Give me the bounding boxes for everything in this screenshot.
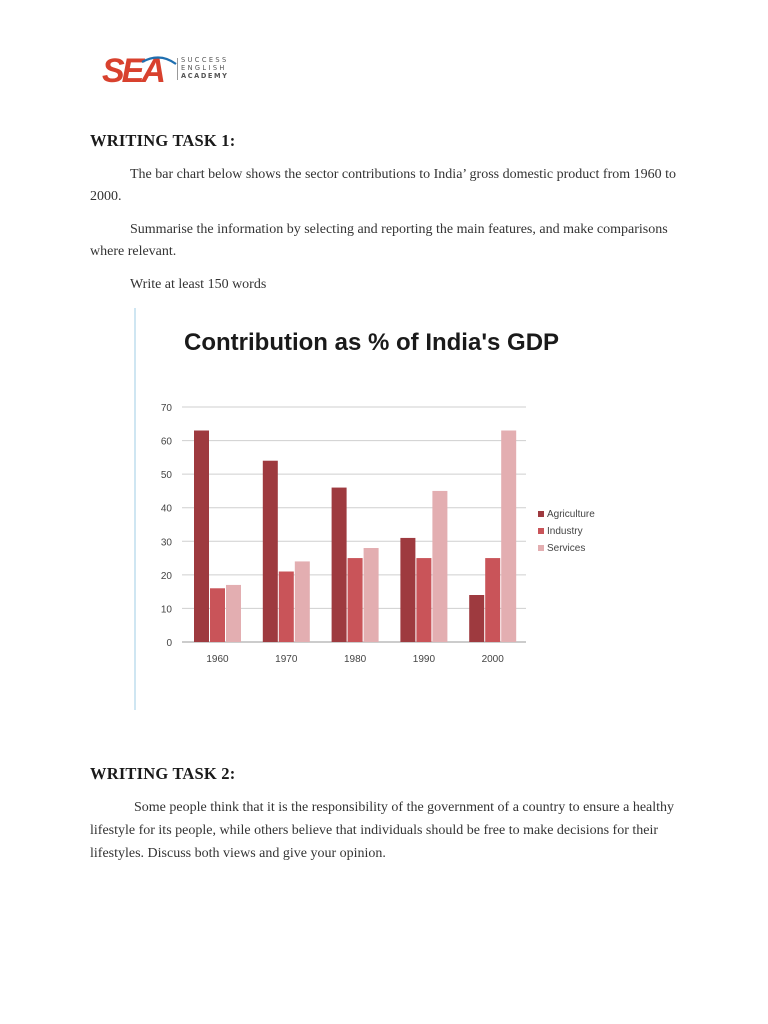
x-tick-label: 1990 [412,654,436,665]
bar-industry-2000 [485,558,500,642]
y-tick-label: 70 [160,403,172,414]
bar-industry-1970 [279,572,294,643]
task1-paragraph-3 [90,274,690,296]
y-tick-label: 10 [160,604,172,616]
logo-line-3: ACADEMY [181,72,229,81]
bar-services-1960 [226,585,241,642]
logo-mark-text: SEA [102,52,163,88]
task1-paragraph-1 [90,164,690,208]
task2-paragraph-1-text: Some people think that it is the responsibility of the government of a country to ensure a healthy lifestyle for its people, while others believe that individuals should be free to make decisions for their lifestyles. Discuss both views and give your opinion. [90,800,675,861]
bar-services-2000 [501,431,516,643]
y-tick-label: 60 [160,436,172,448]
bar-agriculture-1970 [263,461,278,642]
y-tick-label: 20 [160,570,172,582]
bar-industry-1980 [348,558,363,642]
legend-label-industry: Industry [547,526,583,537]
task2-paragraph-1 [90,796,690,865]
bar-agriculture-1990 [400,538,415,642]
logo-divider [177,58,178,80]
bar-services-1990 [432,491,447,642]
x-tick-label: 2000 [481,654,504,665]
y-tick-label: 30 [160,537,172,549]
chart-bars [194,431,516,643]
x-tick-label: 1960 [206,654,229,665]
y-tick-label: 0 [166,638,172,649]
task1-paragraph-3-text: Write at least 150 words [130,277,267,292]
x-tick-label: 1970 [275,654,298,665]
gdp-bar-chart [140,312,620,682]
task1-paragraph-2 [90,219,690,263]
legend-swatch-agriculture [538,511,544,517]
legend-label-services: Services [547,543,586,554]
legend-label-agriculture: Agriculture [547,509,595,520]
logo-wordmark [181,56,229,81]
task2-heading: WRITING TASK 2: [90,764,236,783]
task1-paragraph-2-text: Summarise the information by selecting and reporting the main features, and make comparisons where relevant. [90,222,668,259]
x-tick-label: 1980 [343,654,367,665]
task1-paragraph-1-text: The bar chart below shows the sector contributions to India’ gross domestic product from 1960 to 2000. [90,167,677,204]
bar-agriculture-1960 [194,431,209,643]
academy-logo [102,52,242,88]
logo-line-2: ENGLISH [181,64,227,73]
chart-svg [140,312,620,682]
chart-border-rule [134,308,136,710]
bar-industry-1960 [210,588,225,642]
legend-swatch-industry [538,528,544,534]
bar-industry-1990 [416,558,431,642]
y-tick-label: 40 [160,503,172,515]
chart-title: Contribution as % of India's GDP [184,329,560,356]
sea-logo-mark [102,52,178,88]
task1-heading: WRITING TASK 1: [90,131,236,150]
bar-agriculture-2000 [469,595,484,642]
bar-agriculture-1980 [332,488,347,642]
bar-services-1980 [364,548,379,642]
legend-swatch-services [538,545,544,551]
bar-services-1970 [295,561,310,642]
logo-line-1: SUCCESS [181,56,229,64]
y-tick-label: 50 [160,470,172,482]
chart-legend [538,509,595,554]
